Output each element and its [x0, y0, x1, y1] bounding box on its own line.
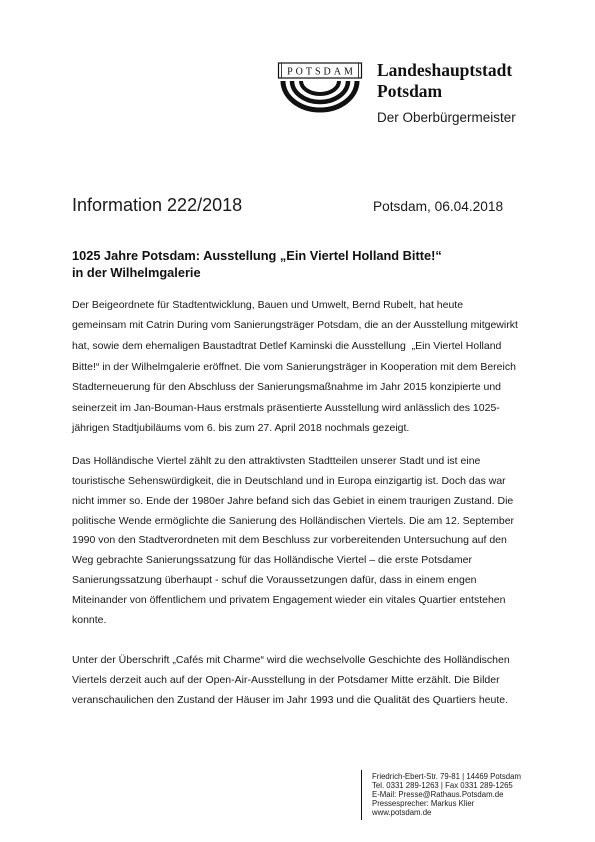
- paragraph-line: Bitte!“ in der Wilhelmgalerie eröffnet. Die vom Sanierungsträger in Kooperation mit dem Bereich: [72, 360, 516, 373]
- paragraph-line: veranschaulichen den Zustand der Häuser im Jahr 1993 und die Qualität des Quartiers heute.: [72, 694, 509, 707]
- footer-phone-fax: Tel. 0331 289-1263 | Fax 0331 289-1265: [372, 780, 513, 790]
- paragraph-line: nicht immer so. Ende der 1980er Jahre befand sich das Gebiet in einem traurigen Zustand. Die: [72, 494, 514, 507]
- logo-wordmark: POTSDAM: [287, 66, 356, 78]
- place-date: Potsdam, 06.04.2018: [373, 198, 504, 214]
- paragraph-line: Sanierungssatzung überhaupt - schuf die Voraussetzungen dafür, dass in einem engen: [72, 574, 477, 587]
- paragraph-line: konnte.: [72, 613, 107, 626]
- headline: [72, 247, 442, 281]
- headline-line: in der Wilhelmgalerie: [72, 264, 201, 280]
- headline-line: 1025 Jahre Potsdam: Ausstellung „Ein Viertel Holland Bitte!“: [72, 247, 442, 263]
- paragraph-line: Weg gebrachte Sanierungssatzung für das Holländische Viertel – die erste Potsdamer: [72, 554, 473, 567]
- paragraph-line: seinerzeit im Jan-Bouman-Haus erstmals präsentierte Ausstellung wird anlässlich des 1025-: [72, 401, 500, 414]
- letterhead-office: Der Oberbürgermeister: [377, 110, 516, 126]
- paragraph-line: gemeinsam mit Catrin During vom Sanierungsträger Potsdam, die an der Ausstellung mitgewirkt: [72, 319, 518, 332]
- logo-arc-inner: [301, 81, 339, 94]
- paragraph-line: hat, sowie dem ehemaligen Baustadtrat Detlef Kaminski die Ausstellung „Ein Viertel Holland: [72, 340, 502, 353]
- footer-email: E-Mail: Presse@Rathaus.Potsdam.de: [372, 789, 504, 799]
- footer-website: www.potsdam.de: [372, 808, 432, 818]
- paragraph-line: Das Holländische Viertel zählt zu den attraktivsten Stadtteilen unserer Stadt und ist eine: [72, 455, 481, 468]
- paragraph-line: jährigen Stadtjubiläums vom 6. bis zum 27. April 2018 nochmals gezeigt.: [72, 422, 410, 435]
- paragraph-line: politische Wende ermöglichte die Sanierung des Holländischen Viertels. Die am 12. September: [72, 514, 515, 527]
- body-paragraph: [72, 452, 514, 630]
- information-number: Information 222/2018: [72, 195, 243, 216]
- footer-contact: [372, 772, 521, 818]
- paragraph-line: 1990 von den Stadtverordneten mit dem Beschluss zur vorbereitenden Untersuchung auf den: [72, 534, 507, 547]
- paragraph-line: Miteinander von öffentlichem und privatem Engagement wieder ein vitales Quartier entstehen: [72, 593, 506, 606]
- paragraph-line: Der Beigeordnete für Stadtentwicklung, Bauen und Umwelt, Bernd Rubelt, hat heute: [72, 298, 464, 311]
- body-paragraph: [72, 650, 510, 711]
- paragraph-line: touristische Sehenswürdigkeit, die in Deutschland und in Europa einzigartig ist. Doch das war: [72, 475, 506, 488]
- potsdam-logo: [274, 58, 368, 114]
- letterhead-city-title: Landeshauptstadt: [377, 60, 513, 81]
- body-paragraph: [72, 295, 518, 439]
- paragraph-line: Stadterneuerung für den Abschluss der Sanierungsmaßnahme im Jahr 2015 konzipierte und: [72, 381, 502, 394]
- paragraph-line: Viertels derzeit auch auf der Open-Air-Ausstellung in der Potsdamer Mitte erzählt. Die Bilder: [72, 674, 500, 687]
- footer-address: Friedrich-Ebert-Str. 79-81 | 14469 Potsdam: [372, 771, 521, 781]
- footer-press-officer: Pressesprecher: Markus Klier: [372, 799, 475, 809]
- letterhead-city-name: Potsdam: [377, 81, 443, 102]
- footer-divider: [361, 770, 362, 820]
- paragraph-line: Unter der Überschrift „Cafés mit Charme“ wird die wechselvolle Geschichte des Holländischen: [72, 654, 510, 666]
